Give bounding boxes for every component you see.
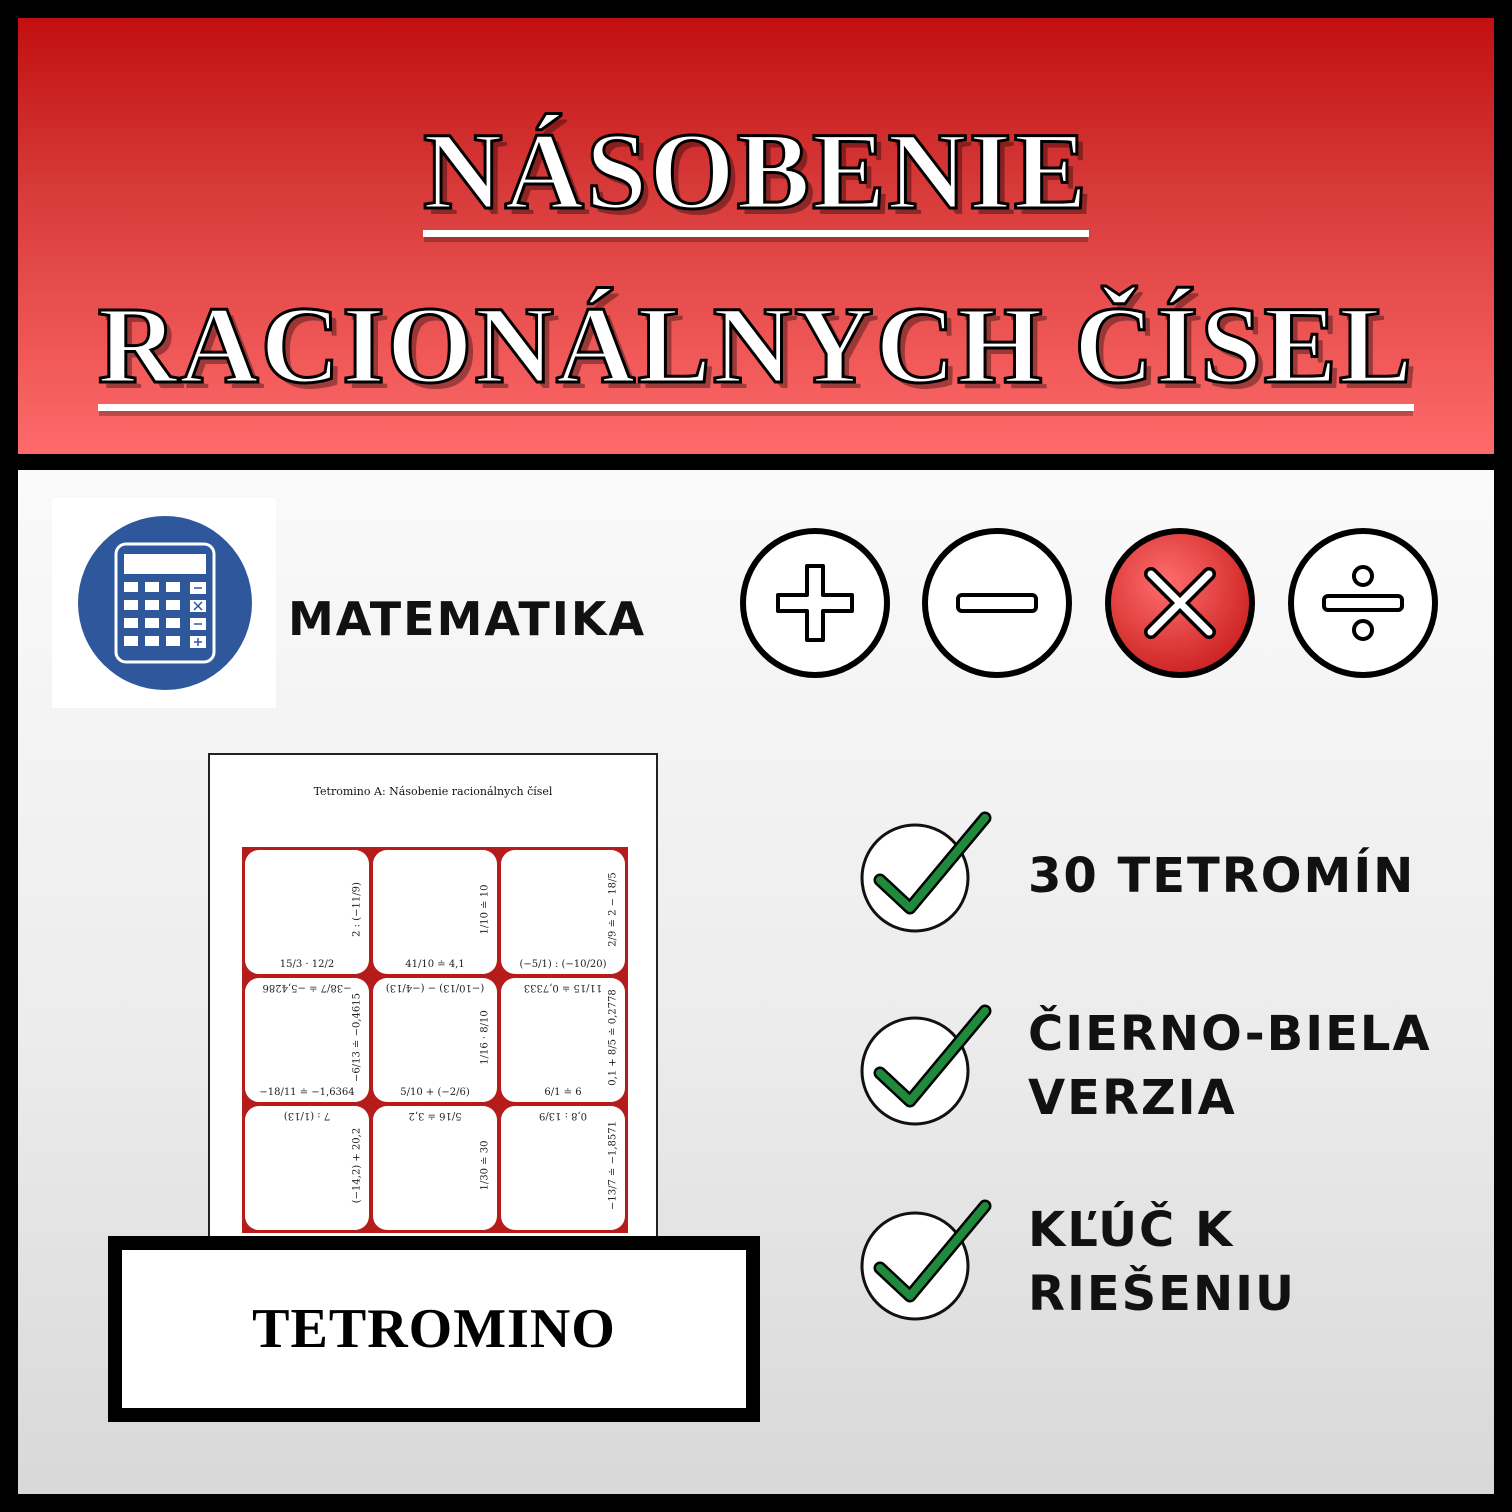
worksheet-title: Tetromino A: Násobenie racionálnych čísel [313,785,553,798]
feature-3: KĽÚČ K RIEŠENIU [1028,1202,1296,1322]
tile: 6/1 ≐ 6 11/15 ≐ 0,7333 0,1 + 8/5 ≐ 0,2778 [501,978,625,1102]
calculator-icon [78,516,252,690]
multiply-icon [1105,528,1255,678]
tetromino-label-text: TETROMINO [252,1298,616,1360]
tile: (−5/1) : (−10/20) 2/9 ≐ 2 − 18/5 [501,850,625,974]
title-line-2: RACIONÁLNYCH ČÍSEL [18,290,1494,411]
tetromino-label [108,1236,760,1422]
tile: 5/10 + (−2/6) (−10/13) − (−4/13) 1/16 · 8/10 [373,978,497,1102]
feature-1: 30 TETROMÍN [1028,848,1416,904]
subject-label: MATEMATIKA [288,592,647,646]
feature-2: ČIERNO-BIELA VERZIA [1028,1006,1432,1126]
plus-icon [740,528,890,678]
minus-icon [922,528,1072,678]
title-banner [18,18,1494,454]
tile: 0,8 : 13/9 −13/7 ≐ −1,8571 [501,1106,625,1230]
checkmark-icon [860,1198,1010,1348]
tile: 15/3 · 12/2 2 : (−11/9) [245,850,369,974]
calculator-icon-box [52,498,276,708]
tile: 5/16 ≐ 3,2 1/30 ≐ 30 [373,1106,497,1230]
tetromino-label-inner [122,1250,746,1408]
tile: 7 : (1/13) (−14,2) + 20,2 [245,1106,369,1230]
divide-icon [1288,528,1438,678]
worksheet-preview [208,753,658,1313]
checkmark-icon [860,810,1010,960]
tile: −18/11 ≐ −1,6364 −38/7 ≐ −5,4286 −6/13 ≐ −0,4615 [245,978,369,1102]
checkmark-icon [860,1003,1010,1153]
title-line-1: NÁSOBENIE [18,116,1494,237]
tetromino-grid [242,847,628,1233]
tile: 41/10 ≐ 4,1 1/10 ≐ 10 [373,850,497,974]
content-panel [18,470,1494,1494]
